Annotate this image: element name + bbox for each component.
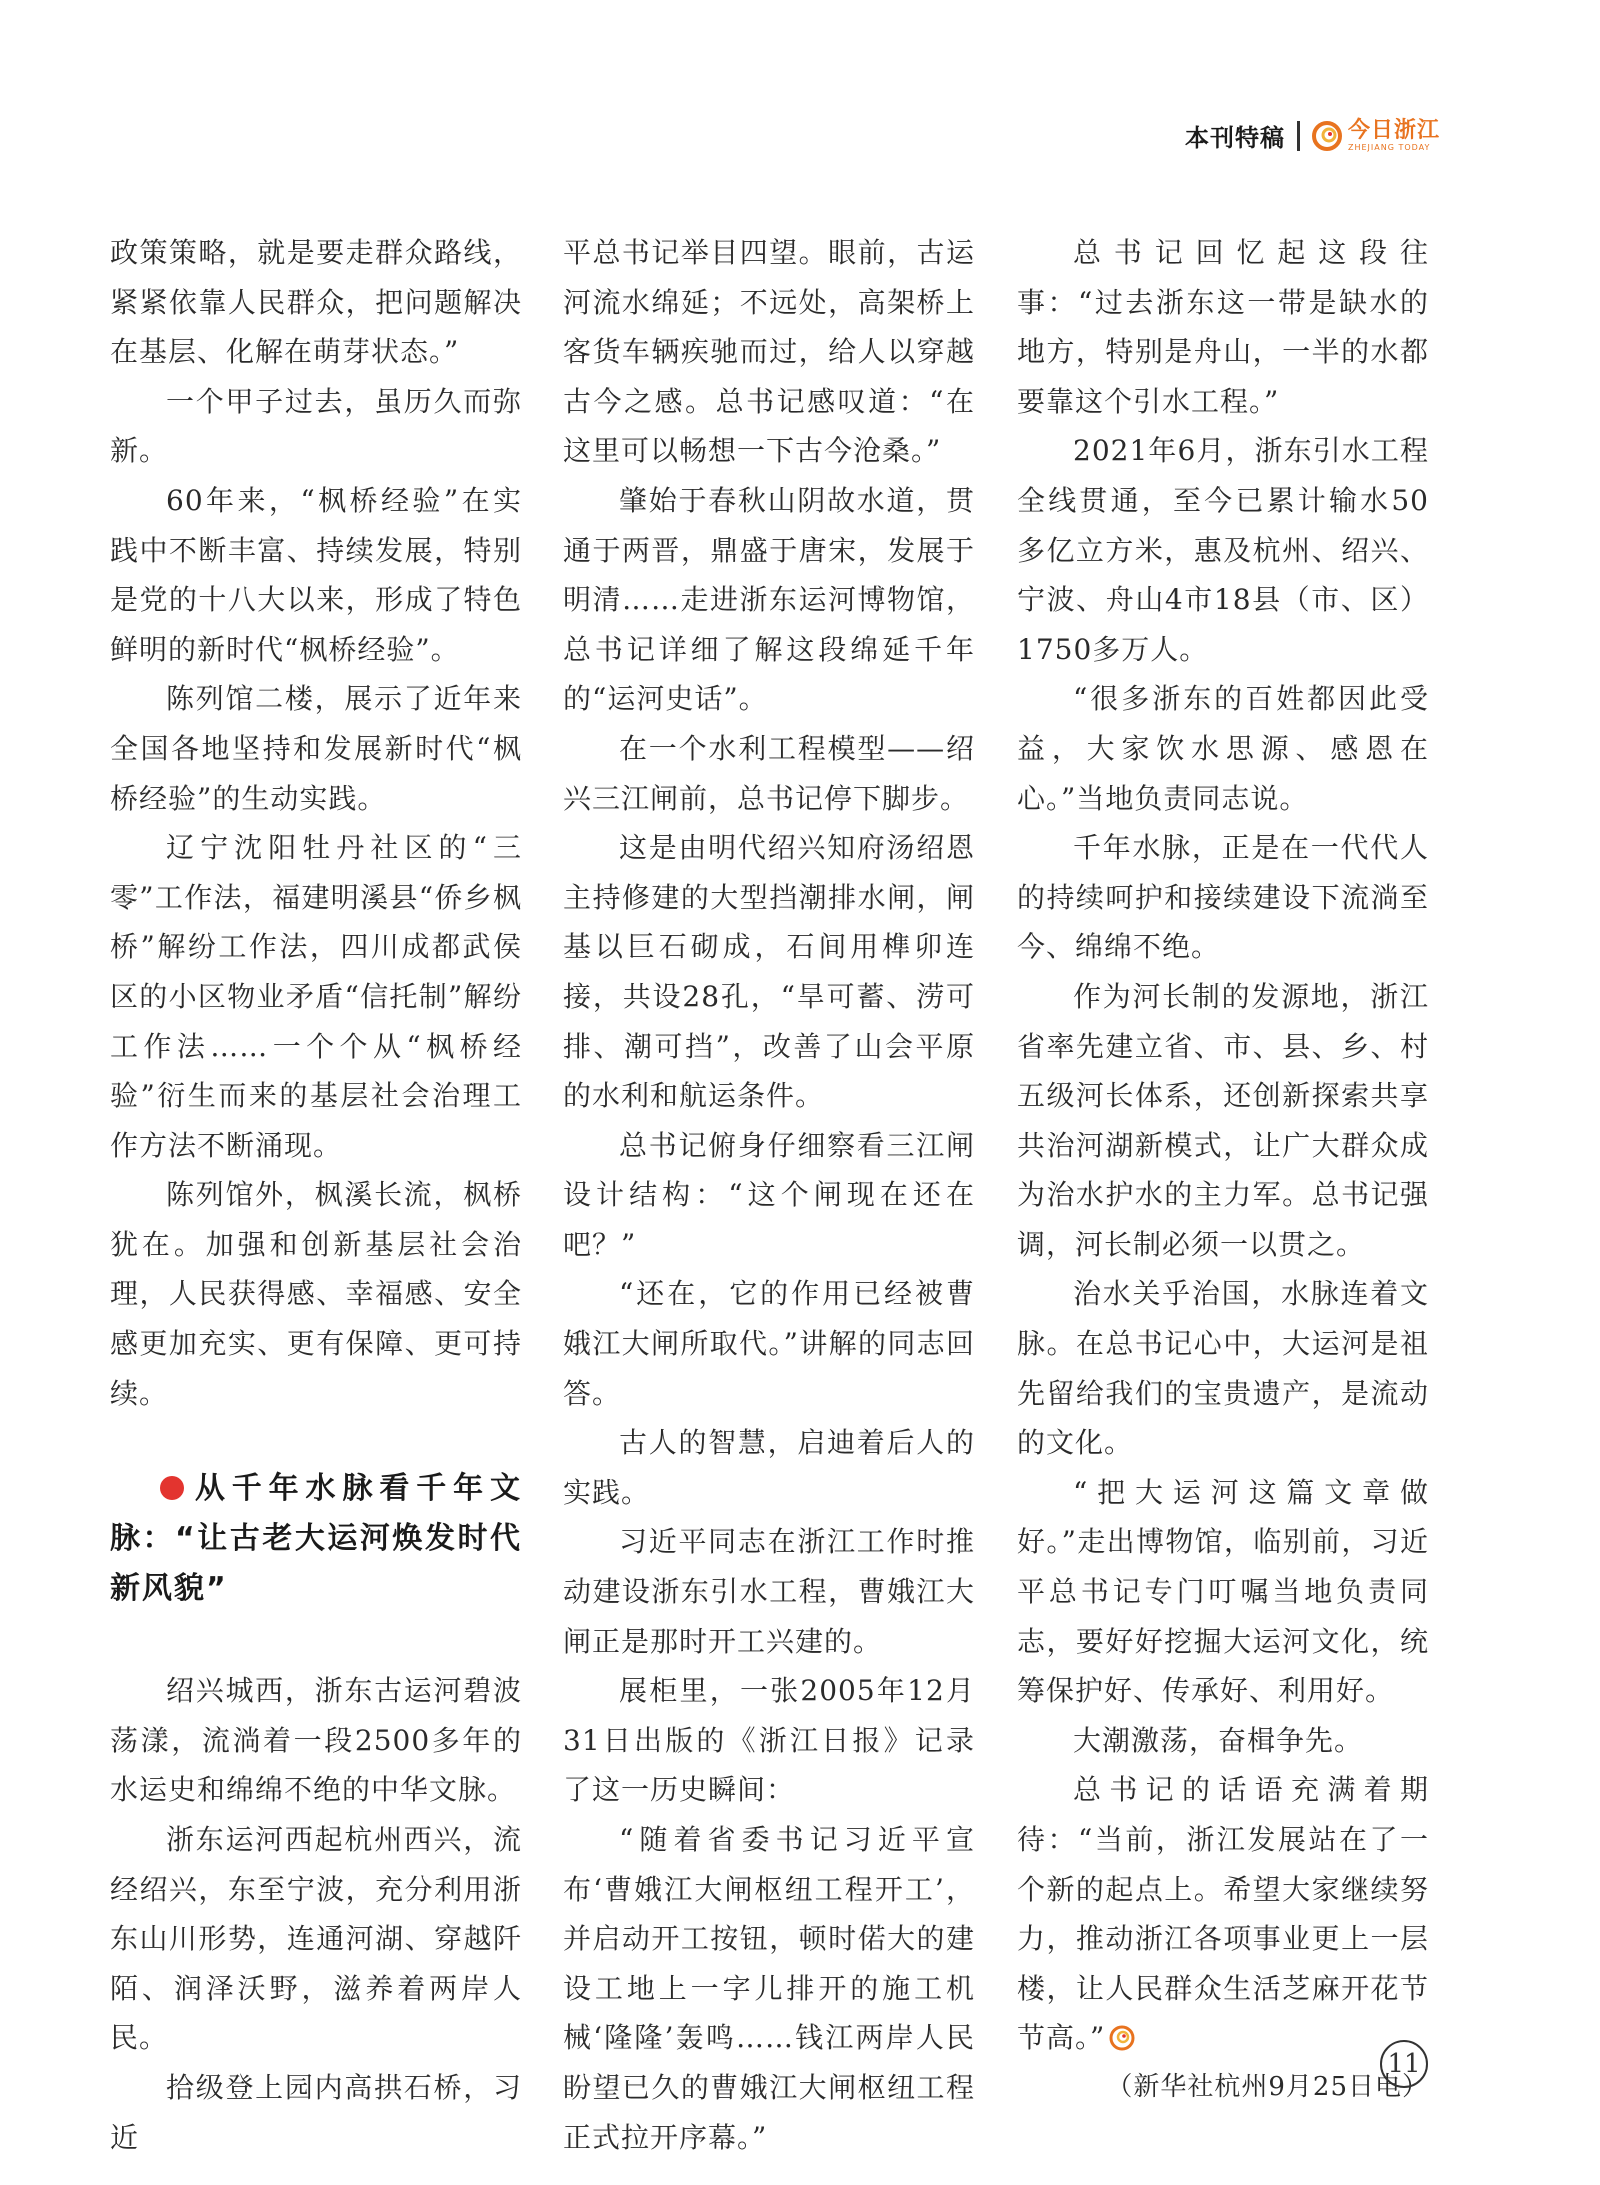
article-end-icon: [1109, 2025, 1135, 2051]
final-paragraph: [1017, 1765, 1429, 2063]
section-label: 本刊特稿: [1184, 124, 1285, 152]
paragraph: 陈列馆外，枫溪长流，枫桥犹在。加强和创新基层社会治理，人民获得感、幸福感、安全感更加充实、更有保障、更可持续。: [110, 1178, 522, 1410]
page-header: [1185, 118, 1440, 153]
logo-english: ZHEJIANG TODAY: [1347, 142, 1431, 152]
byline: （新华社杭州9月25日电）: [1106, 2071, 1429, 2102]
paragraph: 作为河长制的发源地，浙江省率先建立省、市、县、乡、村五级河长体系，还创新探索共享共治河湖新模式，让广大群众成为治水护水的主力军。总书记强调，河长制必须一以贯之。: [1017, 979, 1429, 1261]
subheading-text: 从千年水脉看千年文脉：“让古老大运河焕发时代新风貌”: [110, 1471, 522, 1607]
paragraph: 肇始于春秋山阴故水道，贯通于两晋，鼎盛于唐宋，发展于明清……走进浙东运河博物馆，总书记详细了解这段绵延千年的“运河史话”。: [563, 483, 975, 716]
paragraph: 陈列馆二楼，展示了近年来全国各地坚持和发展新时代“枫桥经验”的生动实践。: [110, 682, 522, 815]
paragraph: 辽宁沈阳牡丹社区的“三零”工作法，福建明溪县“侨乡枫桥”解纷工作法，四川成都武侯区的小区物业矛盾“信托制”解纷工作法……一个个从“枫桥经验”衍生而来的基层社会治理工作方法不断涌现。: [110, 831, 522, 1162]
paragraph: 总书记回忆起这段往事：“过去浙东这一带是缺水的地方，特别是舟山，一半的水都要靠这个引水工程。”: [1017, 236, 1429, 418]
paragraph: 总书记俯身仔细察看三江闸设计结构：“这个闸现在还在吧？”: [563, 1128, 975, 1261]
logo-chinese: 今日浙江: [1347, 117, 1440, 143]
article-column-2: [563, 228, 975, 2162]
paragraph: 治水关乎治国，水脉连着文脉。在总书记心中，大运河是祖先留给我们的宝贵遗产，是流动的文化。: [1017, 1277, 1429, 1460]
zhejiang-today-logo-icon: [1312, 121, 1342, 151]
section-subheading: [110, 1464, 522, 1614]
paragraph: 平总书记举目四望。眼前，古运河流水绵延；不远处，高架桥上客货车辆疾驰而过，给人以穿越古今之感。总书记感叹道：“在这里可以畅想一下古今沧桑。”: [563, 236, 975, 468]
paragraph: 拾级登上园内高拱石桥，习近: [110, 2071, 522, 2154]
paragraph: 浙东运河西起杭州西兴，流经绍兴，东至宁波，充分利用浙东山川形势，连通河湖、穿越阡陌、润泽沃野，滋养着两岸人民。: [110, 1823, 522, 2055]
paragraph: 展柜里，一张2005年12月31日出版的《浙江日报》记录了这一历史瞬间：: [563, 1674, 975, 1807]
paragraph: “随着省委书记习近平宣布‘曹娥江大闸枢纽工程开工’，并启动开工按钮，顿时偌大的建设工地上一字儿排开的施工机械‘隆隆’轰鸣……钱江两岸人民盼望已久的曹娥江大闸枢纽工程正式拉开序幕。”: [563, 1823, 975, 2154]
paragraph: 绍兴城西，浙东古运河碧波荡漾，流淌着一段2500多年的水运史和绵绵不绝的中华文脉。: [110, 1674, 522, 1807]
red-bullet-icon: [160, 1476, 184, 1500]
paragraph-text: 总书记的话语充满着期待：“当前，浙江发展站在了一个新的起点上。希望大家继续努力，推动浙江各项事业更上一层楼，让人民群众生活芝麻开花节节高。”: [1017, 1773, 1429, 2055]
paragraph: “把大运河这篇文章做好。”走出博物馆，临别前，习近平总书记专门叮嘱当地负责同志，要好好挖掘大运河文化，统筹保护好、传承好、利用好。: [1017, 1475, 1429, 1708]
paragraph: 千年水脉，正是在一代代人的持续呵护和接续建设下流淌至今、绵绵不绝。: [1017, 831, 1429, 964]
paragraph: “还在，它的作用已经被曹娥江大闸所取代。”讲解的同志回答。: [563, 1277, 975, 1410]
paragraph: 政策策略，就是要走群众路线，紧紧依靠人民群众，把问题解决在基层、化解在萌芽状态。”: [110, 236, 522, 369]
header-divider: [1297, 121, 1300, 151]
article-column-1: [110, 228, 522, 2162]
magazine-logo: [1312, 117, 1440, 152]
paragraph: 这是由明代绍兴知府汤绍恩主持修建的大型挡潮排水闸，闸基以巨石砌成，石间用榫卯连接，共设28孔，“旱可蓄、涝可排、潮可挡”，改善了山会平原的水利和航运条件。: [563, 831, 975, 1113]
paragraph: 2021年6月，浙东引水工程全线贯通，至今已累计输水50多亿立方米，惠及杭州、绍兴、宁波、舟山4市18县（市、区）1750多万人。: [1017, 434, 1429, 666]
page-number: 11: [1380, 2040, 1428, 2088]
paragraph: 在一个水利工程模型——绍兴三江闸前，总书记停下脚步。: [563, 731, 975, 815]
paragraph: 60年来，“枫桥经验”在实践中不断丰富、持续发展，特别是党的十八大以来，形成了特色鲜明的新时代“枫桥经验”。: [110, 483, 522, 666]
paragraph: 大潮激荡，奋楫争先。: [1073, 1723, 1364, 1757]
article-column-3: [1017, 228, 1429, 2113]
paragraph: “很多浙东的百姓都因此受益，大家饮水思源、感恩在心。”当地负责同志说。: [1017, 682, 1429, 815]
paragraph: 一个甲子过去，虽历久而弥新。: [110, 384, 522, 468]
paragraph: 古人的智慧，启迪着后人的实践。: [563, 1426, 975, 1509]
paragraph: 习近平同志在浙江工作时推动建设浙东引水工程，曹娥江大闸正是那时开工兴建的。: [563, 1525, 975, 1658]
